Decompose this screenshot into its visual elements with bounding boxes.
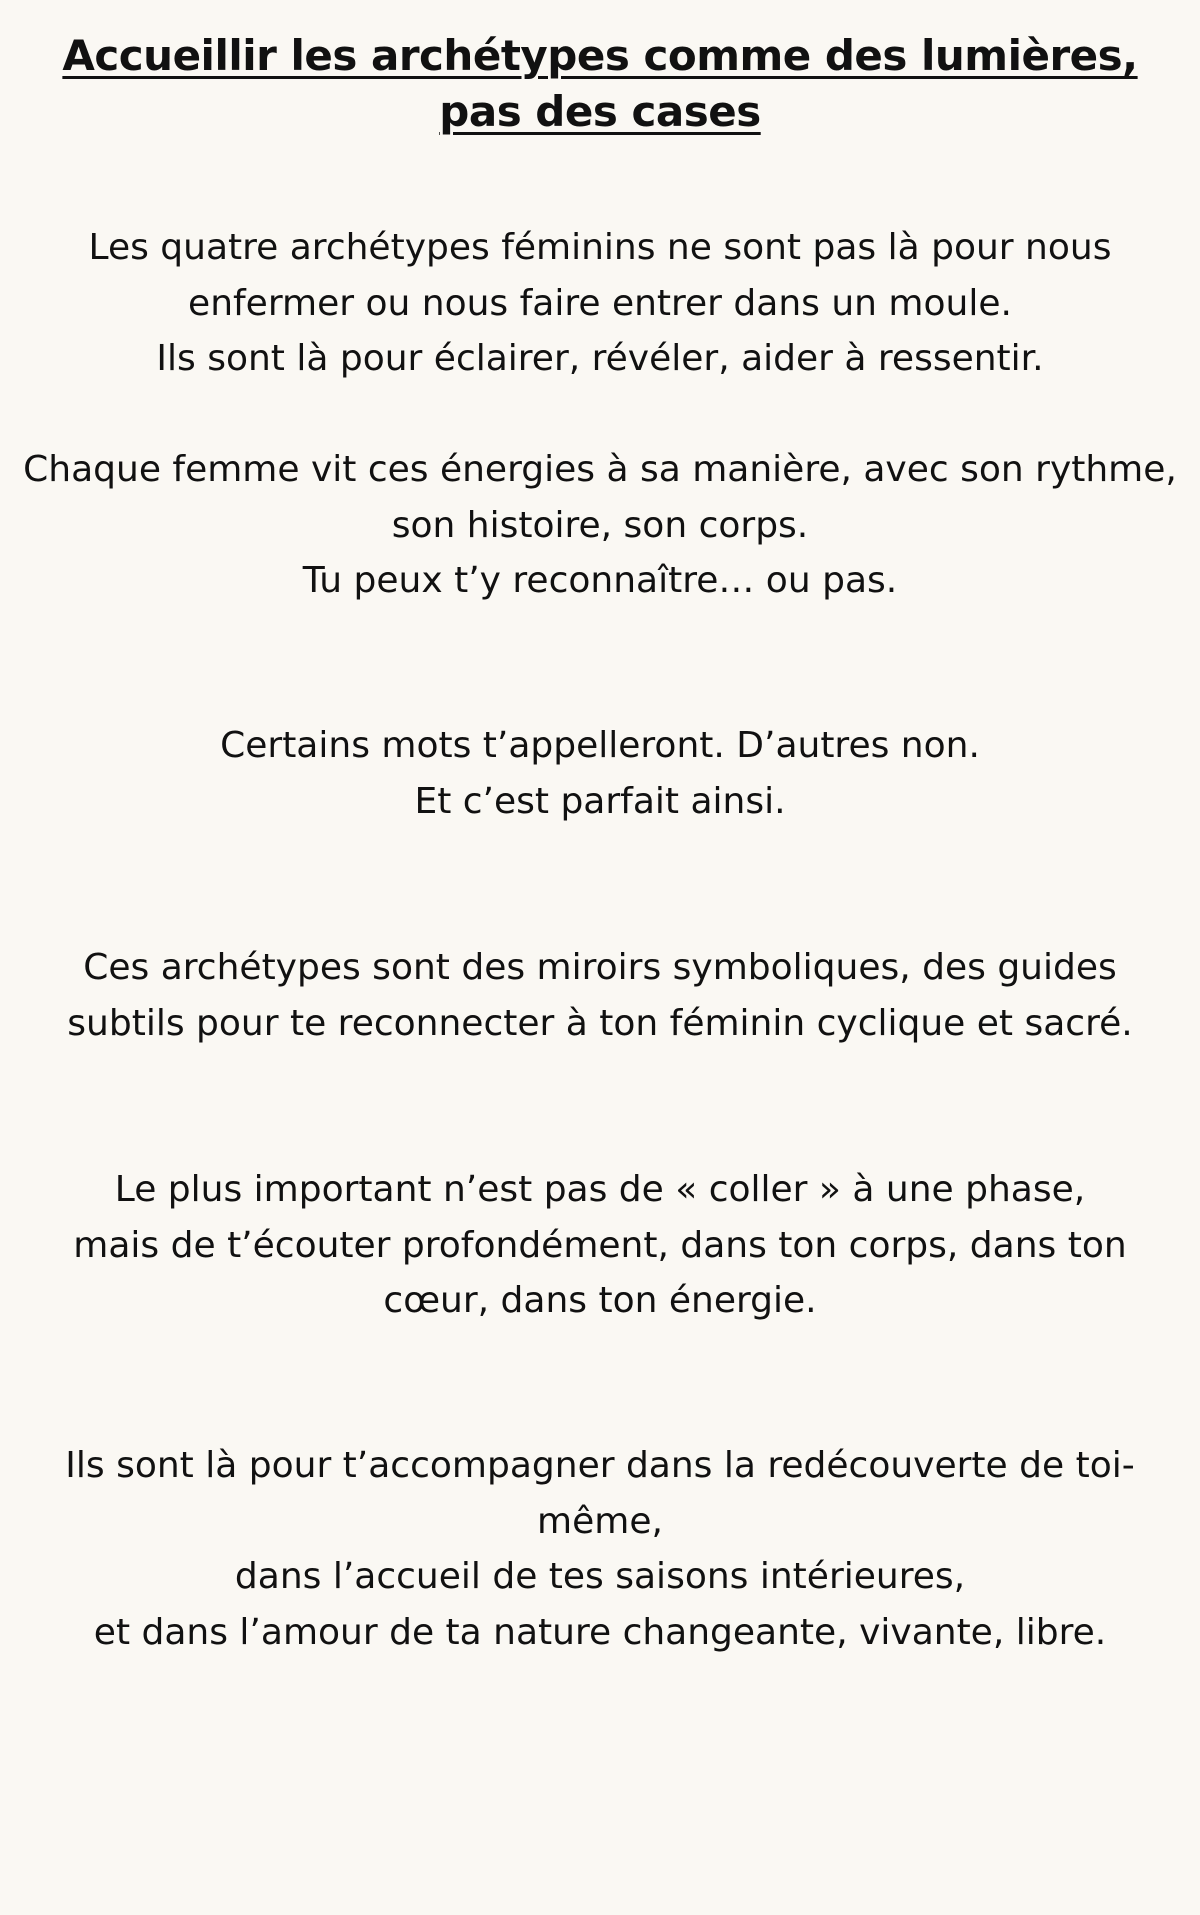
paragraph-line: son histoire, son corps. xyxy=(391,504,809,546)
paragraph-line: enfermer ou nous faire entrer dans un moule. xyxy=(188,282,1012,324)
page-title-line-2: pas des cases xyxy=(439,87,761,136)
paragraph-line: Le plus important n’est pas de « coller » à une phase, xyxy=(114,1169,1086,1210)
paragraph-line: cœur, dans ton énergie. xyxy=(383,1280,817,1321)
page-title-line-1: Accueillir les archétypes comme des lumières, xyxy=(62,31,1138,80)
paragraph-most-important xyxy=(20,1162,1180,1329)
paragraph-line: dans l’accueil de tes saisons intérieures, xyxy=(234,1556,966,1597)
paragraph-line: subtils pour te reconnecter à ton féminin cyclique et sacré. xyxy=(67,1002,1133,1044)
paragraph-certain-words xyxy=(20,718,1180,829)
paragraph-line: Et c’est parfait ainsi. xyxy=(414,780,786,822)
paragraph-line: Les quatre archétypes féminins ne sont pas là pour nous xyxy=(88,227,1112,268)
paragraph-line: Tu peux t’y reconnaître… ou pas. xyxy=(302,560,898,601)
paragraph-line: Ils sont là pour t’accompagner dans la redécouverte de toi- xyxy=(65,1445,1135,1486)
page-title xyxy=(20,28,1180,140)
paragraph-accompany xyxy=(20,1438,1180,1660)
paragraph-line: Certains mots t’appelleront. D’autres non. xyxy=(220,725,980,766)
paragraph-symbolic-mirrors xyxy=(20,940,1180,1051)
paragraph-line: Chaque femme vit ces énergies à sa manière, avec son rythme, xyxy=(23,449,1177,490)
paragraph-line: Ils sont là pour éclairer, révéler, aider à ressentir. xyxy=(156,338,1044,379)
paragraph-line: même, xyxy=(537,1500,663,1542)
paragraph-archetypes-intro xyxy=(20,220,1180,387)
paragraph-each-woman xyxy=(20,442,1180,609)
paragraph-line: Ces archétypes sont des miroirs symboliques, des guides xyxy=(83,947,1117,988)
paragraph-line: et dans l’amour de ta nature changeante, vivante, libre. xyxy=(93,1611,1107,1653)
paragraph-line: mais de t’écouter profondément, dans ton corps, dans ton xyxy=(73,1224,1127,1266)
